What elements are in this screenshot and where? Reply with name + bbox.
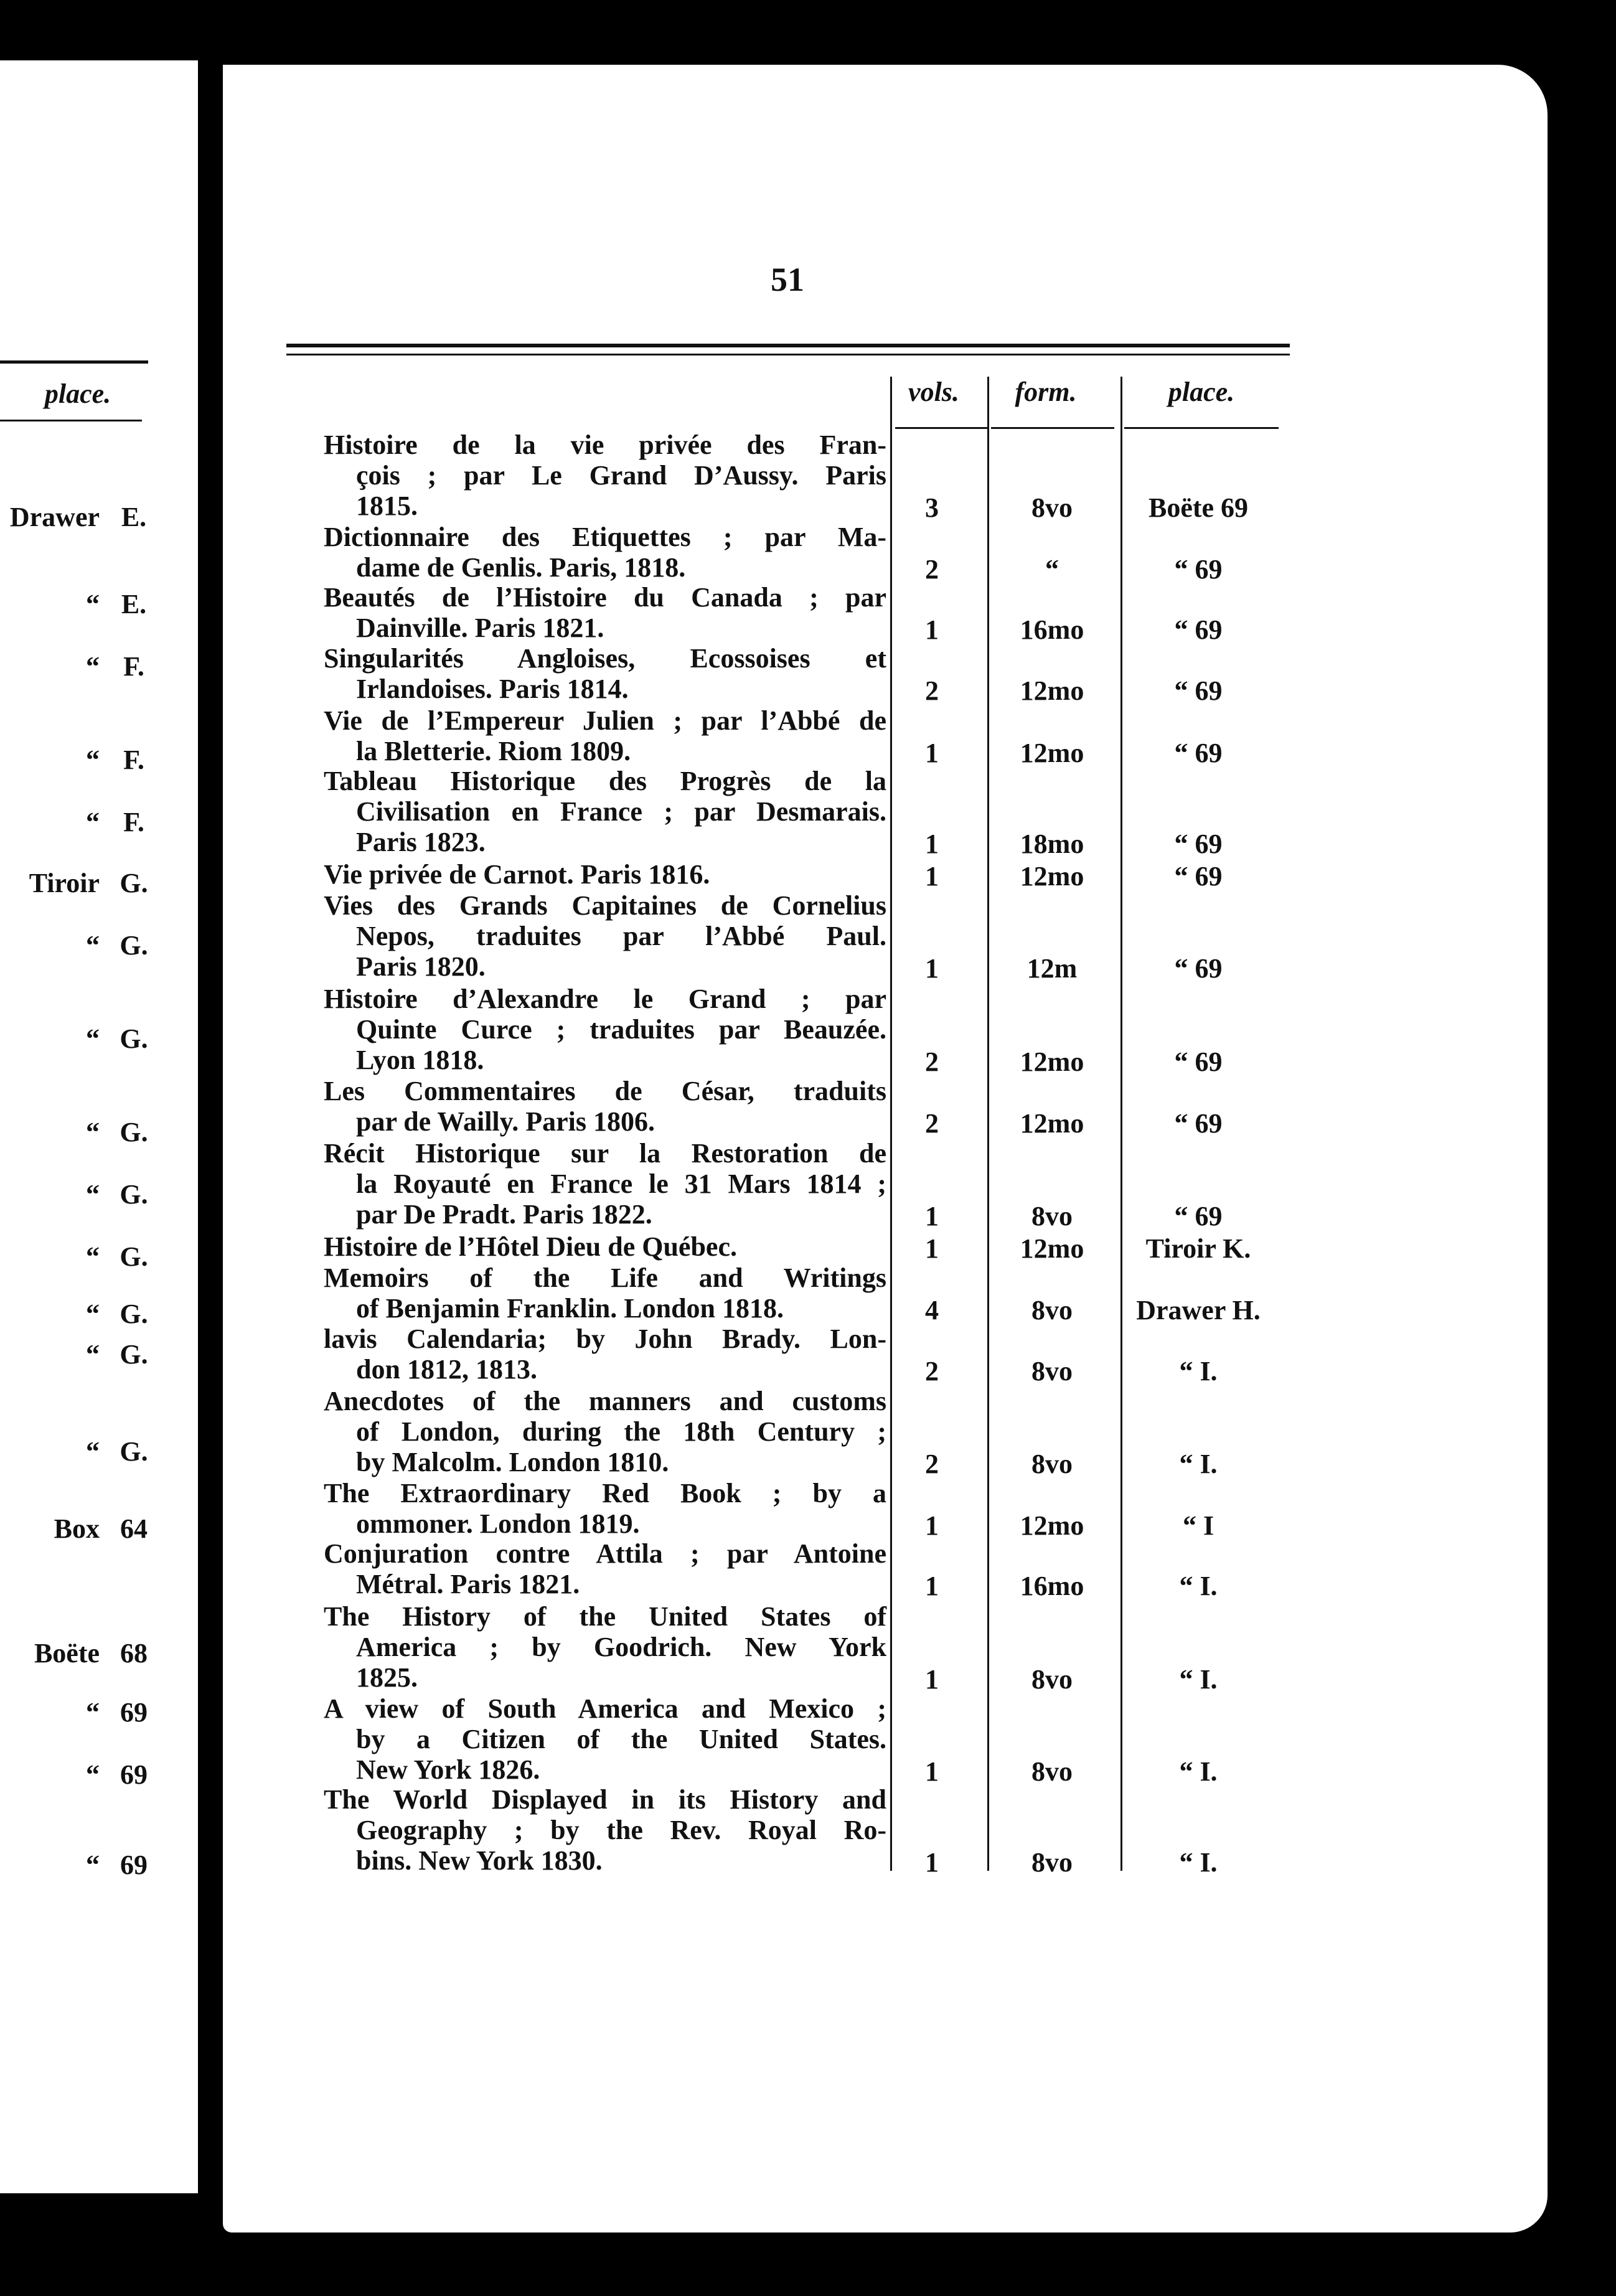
entry-title-line: Métral. Paris 1821. — [356, 1569, 580, 1599]
entry-vols: 1 — [925, 829, 939, 859]
entry-title-line: par De Pradt. Paris 1822. — [356, 1199, 652, 1230]
left-place-location: Tiroir — [29, 868, 100, 898]
left-place-mark: G. — [120, 930, 148, 961]
entry-vols: 1 — [925, 1233, 939, 1264]
entry-place: “ I. — [1179, 1664, 1218, 1695]
entry-title-line: Quinte Curce ; traduites par Beauzée. — [356, 1014, 886, 1045]
catalogue-entry — [324, 1784, 886, 1876]
entry-format: 12mo — [1020, 1233, 1084, 1264]
left-place-location: “ — [86, 589, 100, 619]
catalogue-entry — [324, 1263, 886, 1324]
entry-place: “ 69 — [1174, 861, 1223, 892]
entry-format: 8vo — [1031, 1756, 1073, 1787]
entry-title-line: Récit Historique sur la Restoration de — [324, 1138, 886, 1169]
catalogue-entry — [324, 522, 886, 583]
entry-vols: 1 — [925, 1664, 939, 1695]
catalogue-entry — [324, 984, 886, 1075]
left-place-location: “ — [86, 1179, 100, 1210]
entry-format: 8vo — [1031, 1449, 1073, 1479]
entry-title-line: Singularités Angloises, Ecossoises et — [324, 643, 886, 674]
place-header: place. — [1168, 377, 1235, 407]
catalogue-entry — [324, 1538, 886, 1599]
catalogue-entry — [324, 1076, 886, 1137]
top-rule-thin — [286, 354, 1290, 355]
entry-format: 12mo — [1020, 738, 1084, 768]
entry-title-line: A view of South America and Mexico ; — [324, 1693, 886, 1724]
entry-title-line: Civilisation en France ; par Desmarais. — [356, 796, 886, 827]
catalogue-entry — [324, 582, 886, 643]
entry-place: “ 69 — [1174, 829, 1223, 859]
left-place-location: “ — [86, 1241, 100, 1272]
left-place-mark: G. — [120, 868, 148, 898]
entry-format: 12mo — [1020, 861, 1084, 892]
left-page-fragment — [0, 60, 198, 2193]
entry-format: 12mo — [1020, 1510, 1084, 1541]
column-divider-2 — [987, 377, 989, 1871]
left-place-mark: 64 — [120, 1513, 148, 1544]
left-place-mark: 69 — [120, 1759, 148, 1790]
entry-vols: 2 — [925, 1356, 939, 1386]
left-place-mark: G. — [120, 1299, 148, 1329]
entry-format: 8vo — [1031, 1847, 1073, 1878]
left-place-location: “ — [86, 1117, 100, 1147]
entry-format: 18mo — [1020, 829, 1084, 859]
left-place-location: “ — [86, 1850, 100, 1880]
left-place-location: “ — [86, 651, 100, 682]
catalogue-entry — [324, 1478, 886, 1539]
entry-title-line: The World Displayed in its History and — [324, 1784, 886, 1815]
entry-vols: 1 — [925, 1510, 939, 1541]
entry-title-line: Conjuration contre Attila ; par Antoine — [324, 1538, 886, 1569]
entry-title-line: par de Wailly. Paris 1806. — [356, 1106, 655, 1137]
entry-format: 8vo — [1031, 492, 1073, 523]
entry-place: “ I. — [1179, 1571, 1218, 1601]
entry-vols: 1 — [925, 1201, 939, 1231]
entry-vols: 1 — [925, 738, 939, 768]
left-place-location: “ — [86, 930, 100, 961]
vols-header-underline — [895, 427, 987, 429]
place-header-underline — [1124, 427, 1279, 429]
entry-title-line: Irlandoises. Paris 1814. — [356, 674, 629, 704]
entry-format: 12mo — [1020, 675, 1084, 706]
entry-title-line: Anecdotes of the manners and customs — [324, 1386, 886, 1416]
entry-vols: 2 — [925, 1108, 939, 1139]
left-place-mark: E. — [121, 502, 147, 532]
left-place-mark: 69 — [120, 1850, 148, 1880]
form-header: form. — [1015, 377, 1077, 407]
entry-vols: 2 — [925, 1449, 939, 1479]
entry-title-line: America ; by Goodrich. New York — [356, 1632, 886, 1662]
entry-title-line: Vie privée de Carnot. Paris 1816. — [324, 859, 710, 890]
entry-vols: 2 — [925, 554, 939, 585]
entry-title-line: lavis Calendaria; by John Brady. Lon- — [324, 1324, 886, 1354]
entry-title-line: by a Citizen of the United States. — [356, 1724, 886, 1754]
entry-title-line: The Extraordinary Red Book ; by a — [324, 1478, 886, 1508]
entry-title-line: la Royauté en France le 31 Mars 1814 ; — [356, 1169, 886, 1199]
entry-place: Tiroir K. — [1145, 1233, 1251, 1264]
catalogue-entry — [324, 766, 886, 857]
entry-place: “ I. — [1179, 1449, 1218, 1479]
entry-vols: 3 — [925, 492, 939, 523]
entry-title-line: Histoire de la vie privée des Fran- — [324, 430, 886, 460]
entry-place: “ I. — [1179, 1756, 1218, 1787]
entry-format: 12mo — [1020, 1047, 1084, 1077]
column-divider-1 — [890, 377, 892, 1871]
left-place-mark: G. — [120, 1241, 148, 1272]
left-place-mark: F. — [123, 745, 144, 775]
entry-title-line: çois ; par Le Grand D’Aussy. Paris — [356, 460, 886, 491]
entry-title-line: Histoire d’Alexandre le Grand ; par — [324, 984, 886, 1014]
entry-format: 16mo — [1020, 614, 1084, 645]
catalogue-entry — [324, 1601, 886, 1693]
entry-format: 16mo — [1020, 1571, 1084, 1601]
entry-vols: 2 — [925, 675, 939, 706]
entry-title-line: 1815. — [356, 491, 418, 521]
page-number: 51 — [771, 261, 804, 298]
left-header-underline — [0, 420, 142, 421]
entry-format: 8vo — [1031, 1356, 1073, 1386]
entry-title-line: Les Commentaires de César, traduits — [324, 1076, 886, 1106]
entry-vols: 1 — [925, 1847, 939, 1878]
left-place-location: “ — [86, 745, 100, 775]
left-place-location: Box — [54, 1513, 100, 1544]
left-place-location: “ — [86, 1697, 100, 1728]
left-place-mark: F. — [123, 807, 144, 837]
left-place-mark: G. — [120, 1436, 148, 1467]
left-place-mark: G. — [120, 1117, 148, 1147]
vols-header: vols. — [908, 377, 959, 407]
left-place-mark: E. — [121, 589, 147, 619]
entry-place: “ 69 — [1174, 554, 1223, 585]
entry-place: Boëte 69 — [1148, 492, 1249, 523]
catalogue-entry — [324, 1693, 886, 1785]
catalogue-entry — [324, 430, 886, 521]
form-header-underline — [991, 427, 1114, 429]
left-place-mark: G. — [120, 1023, 148, 1054]
entry-title-line: of London, during the 18th Century ; — [356, 1416, 886, 1447]
entry-title-line: Geography ; by the Rev. Royal Ro- — [356, 1815, 886, 1845]
entry-title-line: don 1812, 1813. — [356, 1354, 537, 1385]
entry-place: “ 69 — [1174, 1047, 1223, 1077]
left-place-mark: 68 — [120, 1638, 148, 1668]
entry-title-line: Histoire de l’Hôtel Dieu de Québec. — [324, 1231, 737, 1262]
top-rule-thick — [286, 344, 1290, 347]
entry-title-line: Beautés de l’Histoire du Canada ; par — [324, 582, 886, 613]
left-place-location: “ — [86, 1299, 100, 1329]
left-place-location: “ — [86, 1023, 100, 1054]
entry-vols: 1 — [925, 861, 939, 892]
entry-place: “ 69 — [1174, 614, 1223, 645]
entry-title-line: bins. New York 1830. — [356, 1845, 603, 1876]
left-header-rule — [0, 360, 148, 364]
entry-title-line: 1825. — [356, 1662, 418, 1693]
entry-place: “ I. — [1179, 1356, 1218, 1386]
entry-title-line: Memoirs of the Life and Writings — [324, 1263, 886, 1293]
left-place-mark: G. — [120, 1179, 148, 1210]
entry-vols: 2 — [925, 1047, 939, 1077]
entry-format: 12mo — [1020, 1108, 1084, 1139]
entry-title-line: Dictionnaire des Etiquettes ; par Ma- — [324, 522, 886, 552]
left-place-mark: 69 — [120, 1697, 148, 1728]
entry-vols: 1 — [925, 1571, 939, 1601]
left-place-location: “ — [86, 1436, 100, 1467]
entry-vols: 1 — [925, 1756, 939, 1787]
entry-place: “ 69 — [1174, 1108, 1223, 1139]
entry-place: “ 69 — [1174, 953, 1223, 984]
entry-title-line: Tableau Historique des Progrès de la — [324, 766, 886, 796]
left-place-mark: F. — [123, 651, 144, 682]
catalogue-entry — [324, 1386, 886, 1477]
catalogue-entry — [324, 705, 886, 766]
left-place-location: “ — [86, 807, 100, 837]
entry-title-line: Lyon 1818. — [356, 1045, 484, 1075]
left-place-location: Boëte — [34, 1638, 100, 1668]
entry-place: Drawer H. — [1136, 1295, 1261, 1325]
entry-title-line: The History of the United States of — [324, 1601, 886, 1632]
entry-format: 8vo — [1031, 1295, 1073, 1325]
left-place-mark: G. — [120, 1339, 148, 1370]
entry-title-line: Paris 1820. — [356, 951, 486, 982]
left-place-header: place. — [44, 379, 111, 409]
catalogue-entry — [324, 1231, 886, 1262]
catalogue-entry — [324, 859, 886, 890]
catalogue-entry — [324, 1138, 886, 1230]
entry-vols: 4 — [925, 1295, 939, 1325]
entry-place: “ I — [1182, 1510, 1214, 1541]
entry-place: “ I. — [1179, 1847, 1218, 1878]
entry-place: “ 69 — [1174, 738, 1223, 768]
left-place-location: “ — [86, 1339, 100, 1370]
entry-format: “ — [1045, 554, 1059, 585]
entry-format: 12m — [1026, 953, 1078, 984]
entry-place: “ 69 — [1174, 1201, 1223, 1231]
entry-title-line: Vies des Grands Capitaines de Cornelius — [324, 890, 886, 921]
entry-format: 8vo — [1031, 1664, 1073, 1695]
entry-title-line: Vie de l’Empereur Julien ; par l’Abbé de — [324, 705, 886, 736]
entry-format: 8vo — [1031, 1201, 1073, 1231]
entry-place: “ 69 — [1174, 675, 1223, 706]
catalogue-entry — [324, 643, 886, 704]
entry-title-line: ommoner. London 1819. — [356, 1508, 640, 1539]
entry-title-line: of Benjamin Franklin. London 1818. — [356, 1293, 784, 1324]
entry-title-line: Dainville. Paris 1821. — [356, 613, 604, 643]
entry-vols: 1 — [925, 614, 939, 645]
left-place-location: Drawer — [9, 502, 100, 532]
entry-title-line: dame de Genlis. Paris, 1818. — [356, 552, 686, 583]
entry-title-line: by Malcolm. London 1810. — [356, 1447, 669, 1477]
left-place-location: “ — [86, 1759, 100, 1790]
entry-title-line: Paris 1823. — [356, 827, 486, 857]
catalogue-entry — [324, 1324, 886, 1385]
entry-vols: 1 — [925, 953, 939, 984]
entry-title-line: la Bletterie. Riom 1809. — [356, 736, 631, 766]
entry-title-line: Nepos, traduites par l’Abbé Paul. — [356, 921, 886, 951]
entry-title-line: New York 1826. — [356, 1754, 540, 1785]
catalogue-entry — [324, 890, 886, 982]
